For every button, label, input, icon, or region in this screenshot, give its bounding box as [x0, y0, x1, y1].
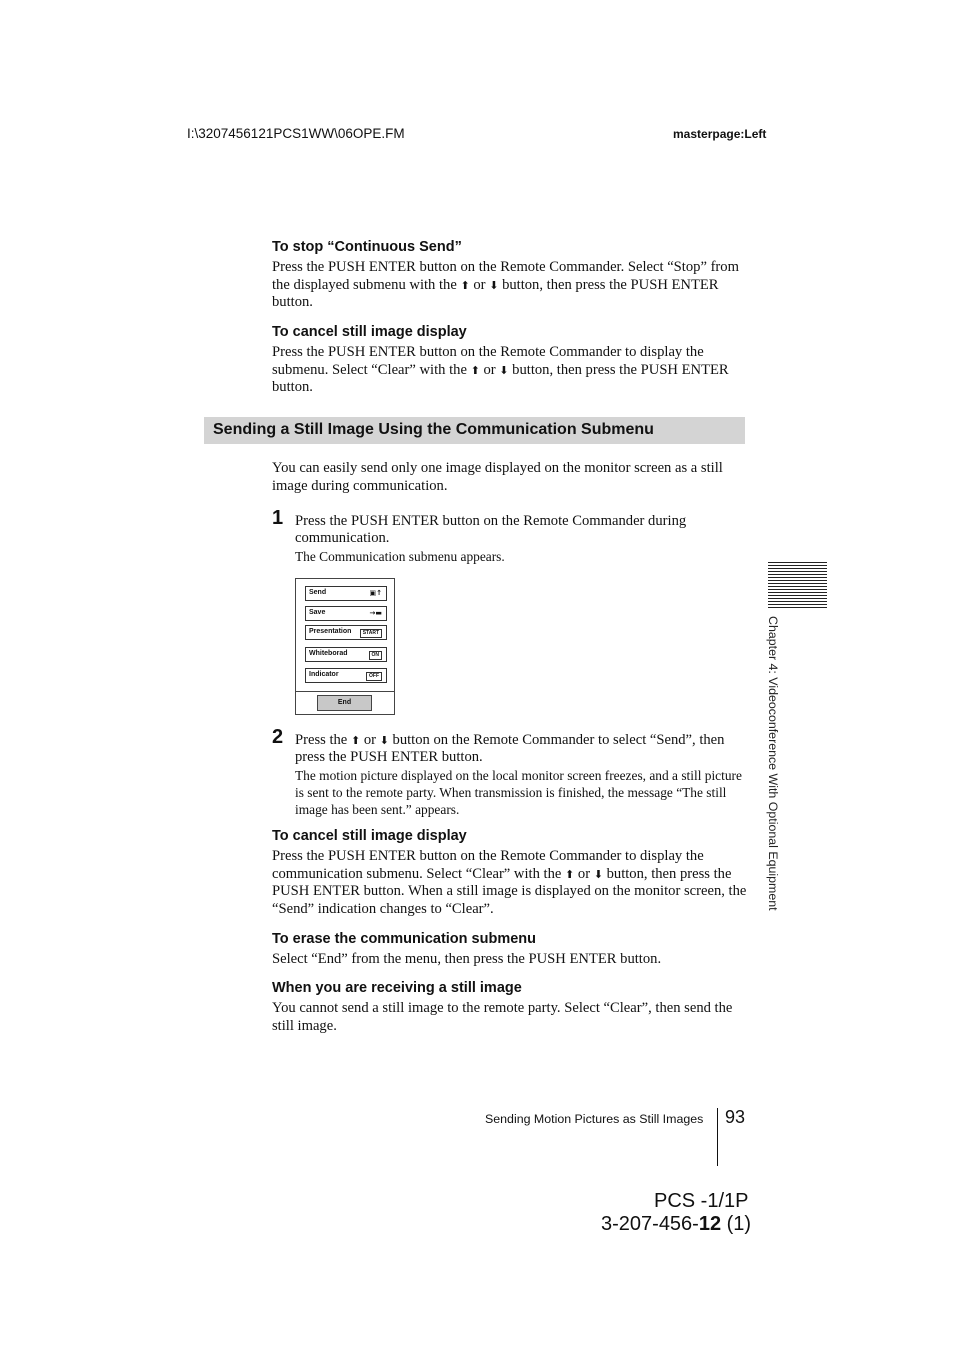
- paragraph-text: button on the Remote Commander to select “Send”, then press the PUSH ENTER button.: [295, 732, 725, 765]
- paragraph-cancel-still-image: [272, 344, 747, 397]
- menu-item-indicator: [305, 668, 387, 683]
- menu-item-tag: ON: [369, 651, 383, 660]
- down-arrow-icon: ⬇: [489, 278, 499, 292]
- menu-item-send: [305, 586, 387, 601]
- up-arrow-icon: ⬆: [565, 867, 575, 881]
- heading-receiving-still-image: When you are receiving a still image: [272, 980, 522, 996]
- paragraph-erase-submenu: Select “End” from the menu, then press the PUSH ENTER button.: [272, 951, 662, 967]
- menu-item-whiteboard: [305, 647, 387, 662]
- down-arrow-icon: ⬇: [593, 867, 603, 881]
- paragraph-stop-continuous-send: [272, 259, 747, 312]
- page-number: 93: [725, 1107, 746, 1127]
- paragraph-text: Press the PUSH ENTER button on the Remote Commander to display the communication submenu. Select “Clear” with the: [272, 848, 704, 882]
- step-1-number: 1: [272, 507, 284, 529]
- menu-item-label: Whiteborad: [309, 650, 348, 657]
- step-1-note: The Communication submenu appears.: [295, 549, 505, 564]
- menu-divider: [296, 691, 394, 692]
- intro-paragraph: You can easily send only one image displayed on the monitor screen as a still image during communication.: [272, 460, 723, 494]
- heading-cancel-still-image: To cancel still image display: [272, 324, 467, 340]
- section-title: Sending a Still Image Using the Communication Submenu: [213, 421, 654, 438]
- communication-submenu-figure: [295, 578, 395, 715]
- down-arrow-icon: ⬇: [379, 734, 389, 747]
- up-arrow-icon: ⬆: [350, 734, 361, 747]
- heading-stop-continuous-send: To stop “Continuous Send”: [272, 239, 462, 255]
- part-number-bold: 12: [698, 1213, 722, 1235]
- heading-cancel-still-image-2: To cancel still image display: [272, 828, 467, 844]
- step-1-text: Press the PUSH ENTER button on the Remote Commander during communication.: [295, 513, 687, 546]
- paragraph-text: button, then press the PUSH ENTER button.: [272, 276, 719, 311]
- menu-item-presentation: [305, 625, 387, 640]
- paragraph-text: or: [483, 361, 496, 378]
- up-arrow-icon: ⬆: [470, 363, 480, 377]
- menu-item-label: Presentation: [309, 628, 352, 635]
- section-title-bar: [204, 417, 745, 444]
- paragraph-text: Press the PUSH ENTER button on the Remote Commander to display the submenu. Select “Clear” with the: [272, 344, 704, 378]
- part-number-suffix: (1): [721, 1213, 752, 1235]
- step-2-text: [295, 732, 747, 766]
- paragraph-cancel-still-image-2: [272, 848, 747, 918]
- paragraph-text: or: [363, 732, 376, 748]
- chapter-tab-marker: [768, 562, 827, 608]
- paragraph-text: Press the: [295, 732, 348, 748]
- heading-erase-submenu: To erase the communication submenu: [272, 931, 537, 947]
- send-icon: ▣↑: [369, 589, 382, 597]
- down-arrow-icon: ⬇: [499, 363, 509, 377]
- footer-divider: [717, 1108, 718, 1166]
- menu-end-button: End: [317, 695, 372, 711]
- paragraph-text: or: [473, 276, 486, 293]
- masterpage-label: masterpage:Left: [673, 127, 767, 141]
- part-number-text: 3-207-456-: [601, 1213, 699, 1235]
- part-number: [601, 1213, 751, 1236]
- menu-item-label: Indicator: [309, 671, 339, 678]
- model-code: PCS -1/1P: [654, 1190, 749, 1212]
- chapter-side-label: Chapter 4: Videoconference With Optional Equipment: [766, 616, 780, 911]
- paragraph-receiving-still-image: You cannot send a still image to the remote party. Select “Clear”, then send the still image.: [272, 1000, 733, 1034]
- up-arrow-icon: ⬆: [460, 278, 470, 292]
- footer-section-title: Sending Motion Pictures as Still Images: [485, 1112, 704, 1126]
- step-2-number: 2: [272, 726, 284, 748]
- paragraph-text: Press the PUSH ENTER button on the Remote Commander. Select “Stop” from the displayed submenu with the: [272, 259, 739, 293]
- menu-item-tag: START: [360, 629, 382, 638]
- paragraph-text: button, then press the PUSH ENTER button.: [272, 361, 729, 396]
- save-icon: →▬: [369, 609, 382, 617]
- menu-item-tag: OFF: [366, 672, 382, 681]
- paragraph-text: or: [577, 865, 591, 882]
- file-path: I:\3207456121PCS1WW\06OPE.FM: [187, 126, 405, 141]
- menu-item-label: Send: [309, 589, 327, 596]
- step-2-note: The motion picture displayed on the local monitor screen freezes, and a still picture is sent to the remote party. When transmission is finished, the message “The still image has been sent.” appears.: [295, 768, 742, 817]
- menu-item-save: [305, 606, 387, 621]
- paragraph-text: button, then press the PUSH ENTER button. When a still image is displayed on the monitor screen, the “Send” indication changes to “Clear”.: [272, 865, 747, 917]
- menu-item-label: Save: [309, 609, 326, 616]
